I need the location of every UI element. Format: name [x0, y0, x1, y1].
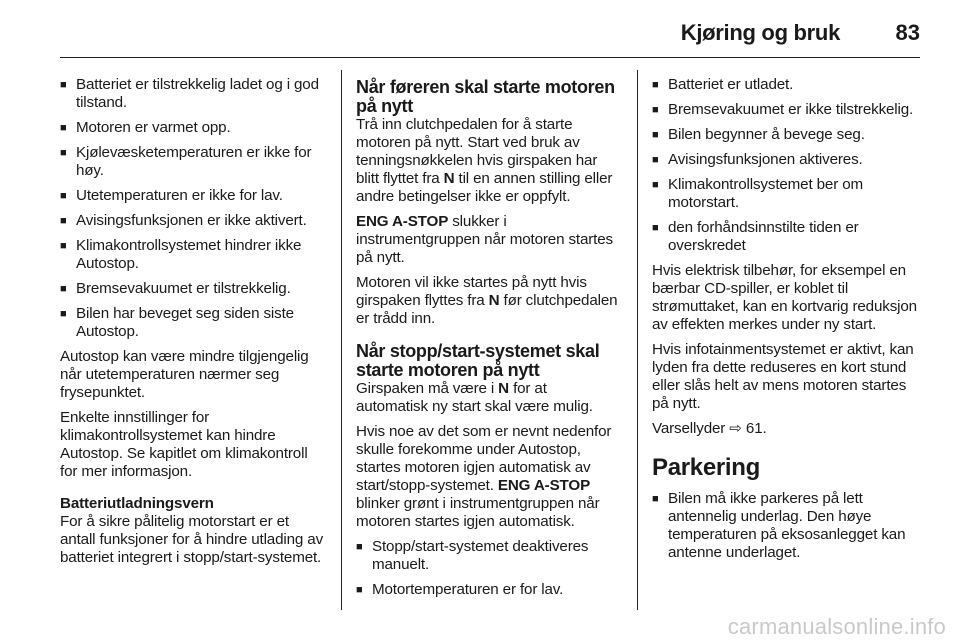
condition-list-1: [60, 76, 326, 341]
gear-label: N: [443, 170, 455, 187]
column-1: [60, 76, 326, 574]
paragraph: [356, 213, 622, 267]
paragraph: Enkelte innstillinger for klimakontrollsystemet kan hindre Autostop. Se kapitlet om klimakontroll for mer informasjon.: [60, 409, 308, 480]
text-run: Hvis noe av det som er nevnt nedenfor skulle forekomme under Autostop, startes motoren igjen automatisk av start/stopp-systemet.: [356, 423, 612, 494]
list-item: ■ Motoren er varmet opp.: [60, 119, 326, 137]
indicator-label: ENG A-STOP: [356, 213, 449, 230]
list-item: ■ Avisingsfunksjonen aktiveres.: [652, 151, 922, 169]
list-item: ■ Motortemperaturen er for lav.: [356, 581, 622, 599]
watermark: carmanualsonline.info: [727, 614, 946, 639]
paragraph: Hvis infotainmentsystemet er aktivt, kan lyden fra dette reduseres en kort stund eller slås helt av mens motoren startes på nytt.: [652, 341, 914, 412]
parking-list: [652, 490, 922, 562]
text-run: Trå inn clutchpedalen for å starte motoren på nytt. Start ved bruk av tenningsnøkkelen hvis girspaken har blitt flyttet fra: [356, 116, 598, 187]
condition-list-2: [356, 538, 622, 599]
list-item: ■ Kjølevæsketemperaturen er ikke for høy.: [60, 144, 326, 180]
condition-list-3: [652, 76, 922, 255]
paragraph: [356, 116, 622, 206]
text-run: for at automatisk ny start skal være mulig.: [356, 380, 593, 415]
text-run: Varsellyder: [652, 420, 730, 437]
list-item: ■ Bilen har beveget seg siden siste Autostop.: [60, 305, 326, 341]
paragraph: [356, 274, 622, 328]
header-divider: [60, 57, 920, 58]
chapter-heading: Parkering: [652, 454, 761, 481]
paragraph: [356, 423, 622, 531]
text-run: før clutchpedalen er trådd inn.: [356, 292, 618, 327]
section-heading: Når føreren skal starte motoren på nytt: [356, 77, 615, 116]
column-divider-1: [341, 70, 342, 610]
column-3: [652, 76, 922, 569]
section-heading: Batteriutladningsvern: [60, 495, 214, 512]
page-number: 83: [895, 20, 920, 45]
list-item: ■ Avisingsfunksjonen er ikke aktivert.: [60, 212, 326, 230]
cross-reference: Varsellyder ⇨ 61.: [652, 420, 767, 437]
text-run: slukker i instrumentgruppen når motoren startes på nytt.: [356, 213, 613, 266]
text-run: blinker grønt i instrumentgruppen når motoren startes igjen automatisk.: [356, 495, 600, 530]
paragraph: For å sikre pålitelig motorstart er et antall funksjoner for å hindre utlading av batteriet integrert i stopp/start-systemet.: [60, 513, 324, 566]
list-item: ■ Bilen må ikke parkeres på lett antennelig underlag. Den høye temperaturen på eksosanlegget kan antenne underlaget.: [652, 490, 922, 562]
text-run: til en annen stilling eller andre betingelser ikke er oppfylt.: [356, 170, 613, 205]
list-item: ■ Utetemperaturen er ikke for lav.: [60, 187, 326, 205]
list-item: ■ Bremsevakuumet er ikke tilstrekkelig.: [652, 101, 922, 119]
section-heading: Når stopp/start-systemet skal starte motoren på nytt: [356, 341, 600, 380]
paragraph: Autostop kan være mindre tilgjengelig når utetemperaturen nærmer seg frysepunktet.: [60, 348, 309, 401]
list-item: ■ Batteriet er tilstrekkelig ladet og i god tilstand.: [60, 76, 326, 112]
page-ref-number[interactable]: 61: [745, 420, 763, 437]
paragraph: [356, 380, 622, 416]
list-item: ■ Batteriet er utladet.: [652, 76, 922, 94]
indicator-label: ENG A-STOP: [497, 477, 591, 494]
list-item: ■ den forhåndsinnstilte tiden er overskredet: [652, 219, 922, 255]
list-item: ■ Klimakontrollsystemet ber om motorstart.: [652, 176, 922, 212]
list-item: ■ Klimakontrollsystemet hindrer ikke Autostop.: [60, 237, 326, 273]
text-run: Girspaken må være i: [356, 380, 499, 397]
list-item: ■ Bilen begynner å bevege seg.: [652, 126, 922, 144]
list-item: ■ Bremsevakuumet er tilstrekkelig.: [60, 280, 326, 298]
list-item: ■ Stopp/start-systemet deaktiveres manuelt.: [356, 538, 622, 574]
column-divider-2: [637, 70, 638, 610]
gear-label: N: [498, 380, 509, 397]
page-ref-arrow-icon: ⇨: [729, 420, 742, 437]
header-title: Kjøring og bruk: [680, 20, 840, 45]
column-2: [356, 78, 622, 606]
paragraph: Hvis elektrisk tilbehør, for eksempel en bærbar CD-spiller, er koblet til strømuttaket, kan en kortvarig reduksjon av effekten merkes under ny start.: [652, 262, 917, 333]
text-run: Motoren vil ikke startes på nytt hvis girspaken flyttes fra: [356, 274, 587, 309]
gear-label: N: [488, 292, 500, 309]
